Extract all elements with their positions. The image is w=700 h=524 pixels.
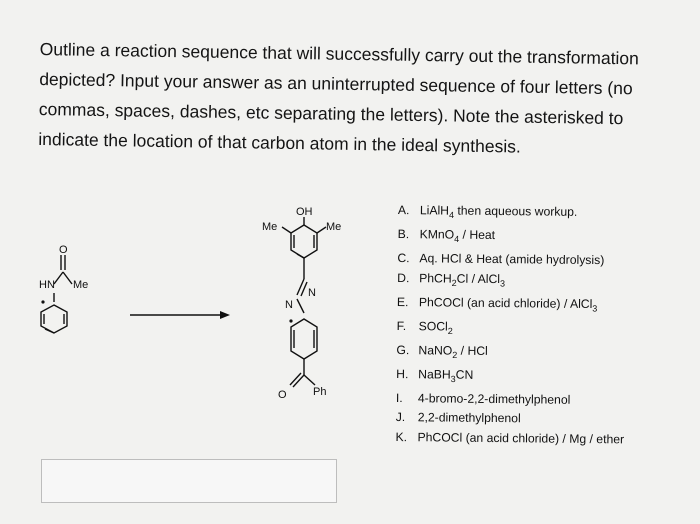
product-n-lower: N [285,299,293,311]
option-k: K. PhCOCl (an acid chloride) / Mg / ether [395,429,625,447]
reactant-carbonyl-o: O [59,244,68,256]
option-g: G. NaNO$_2$ / HCl [396,342,488,360]
product-n-upper: N [308,287,316,299]
option-a: A. LiAlH$_4$ then aqueous workup. [397,202,578,221]
product-ph: Ph [313,386,327,398]
option-i: I. 4-bromo-2,2-dimethylphenol [395,390,571,407]
product-oh: OH [296,206,313,218]
product-ketone-o: O [278,389,287,401]
option-b: B. KMnO$_4$ / Heat [397,227,496,245]
question-text: Outline a reaction sequence that will successfully carry out the transformation depicted? Input your answer as an uninterrupted sequence of four letters (no commas, spaces, dashes, etc separating the letters). Note the asterisked to indicate the location of that carbon atom in the ideal synthesis. [38,38,640,157]
reactant-methyl: Me [73,279,89,291]
option-h: H. NaBH$_3$CN [396,366,474,384]
option-d: D. PhCH$_2$Cl / AlCl$_3$ [397,270,506,289]
reaction-scheme [30,195,430,425]
reactant-nh: HN [39,279,55,291]
option-c: C. Aq. HCl & Heat (amide hydrolysis) [397,251,605,268]
option-j: J. 2,2-dimethylphenol [395,410,521,426]
option-e: E. PhCOCl (an acid chloride) / AlCl$_3$ [396,294,598,314]
product-me-right: Me [326,221,342,233]
option-f: F. SOCl$_2$ [396,318,453,336]
reagent-options [395,201,698,451]
reaction-scheme-drawing [30,195,430,425]
answer-input[interactable] [41,459,337,503]
product-me-left: Me [262,221,278,233]
